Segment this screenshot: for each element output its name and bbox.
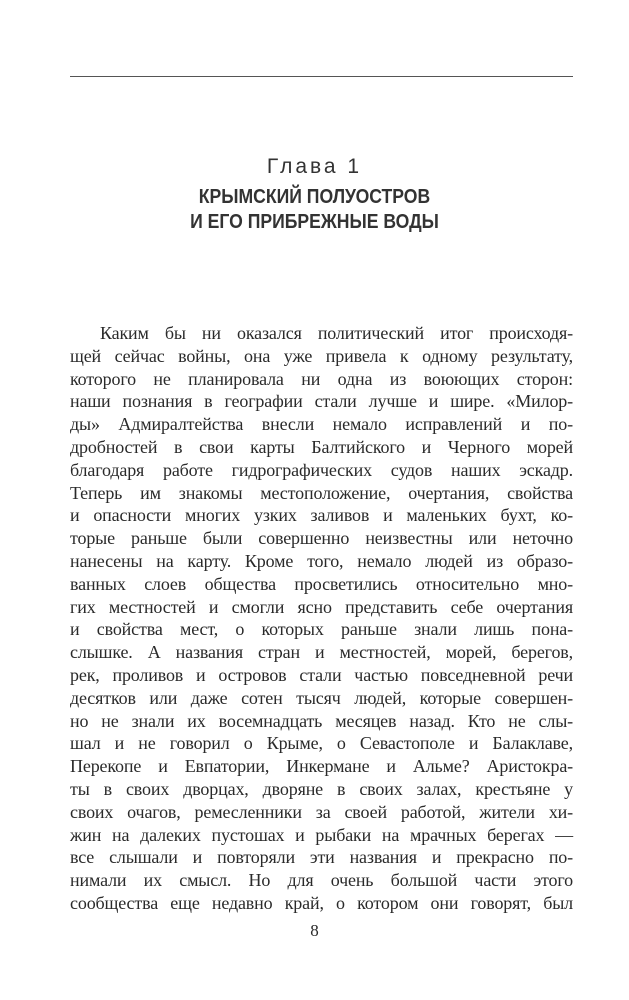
- text-line: [70, 596, 573, 619]
- text-line-content: нанесены на карту. Кроме того, немало людей из образо-: [70, 550, 573, 571]
- text-line: [70, 846, 573, 869]
- text-line-content: своих очагов, ремесленники за своей работой, жители хи-: [70, 801, 573, 822]
- text-line-content: шал и не говорил о Крыме, о Севастополе и Балаклаве,: [70, 733, 573, 754]
- text-line: [70, 482, 573, 505]
- text-line-content: которого не планировала ни одна из воюющих сторон:: [70, 368, 573, 389]
- text-line: [70, 710, 573, 733]
- text-line: [70, 869, 573, 892]
- text-line-content: но не знали их восемнадцать месяцев назад. Кто не слы-: [70, 710, 573, 731]
- text-line: [70, 436, 573, 459]
- text-line: [70, 504, 573, 527]
- chapter-title-line-2: И ЕГО ПРИБРЕЖНЫЕ ВОДЫ: [190, 211, 439, 233]
- chapter-label: Глава 1: [266, 155, 363, 178]
- page-number: 8: [310, 921, 319, 940]
- text-line: [70, 824, 573, 847]
- text-line: [70, 527, 573, 550]
- text-line-content: рек, проливов и островов стали частью повседневной речи: [70, 664, 573, 685]
- body-text: [70, 322, 573, 915]
- text-line-content: Перекопе и Евпатории, Инкермане и Альме? Аристокра-: [70, 756, 573, 777]
- text-line-content: наши познания в географии стали лучше и шире. «Милор-: [70, 391, 573, 412]
- text-line-content: нимали их смысл. Но для очень большой части этого: [70, 870, 573, 891]
- text-line: [70, 618, 573, 641]
- text-line: [70, 778, 573, 801]
- text-line: [70, 755, 573, 778]
- text-line-content: все слышали и повторяли эти названия и прекрасно по-: [70, 847, 573, 868]
- text-line-content: и свойства мест, о которых раньше знали лишь пона-: [70, 619, 573, 640]
- text-line-content: жин на далеких пустошах и рыбаки на мрачных берегах —: [70, 824, 573, 845]
- text-line-content: ты в своих дворцах, дворяне в своих залах, крестьяне у: [70, 778, 573, 799]
- text-line-content: Теперь им знакомы местоположение, очертания, свойства: [70, 482, 573, 503]
- text-line-content: благодаря работе гидрографических судов наших эскадр.: [70, 459, 573, 480]
- text-line: [70, 322, 573, 345]
- text-line: [70, 573, 573, 596]
- text-line-content: щей сейчас войны, она уже привела к одному результату,: [70, 345, 573, 366]
- text-line-content: Каким бы ни оказался политический итог происходя-: [100, 323, 573, 343]
- text-line-content: гих местностей и смогли ясно представить себе очертания: [70, 596, 573, 617]
- text-line: [70, 801, 573, 824]
- text-line: [70, 550, 573, 573]
- text-line-content: слышке. А названия стран и местностей, морей, берегов,: [70, 642, 573, 663]
- text-line: [70, 732, 573, 755]
- text-line-content: ды» Адмиралтейства внесли немало исправлений и по-: [70, 414, 573, 435]
- text-line: [70, 459, 573, 482]
- text-line: [70, 892, 573, 915]
- chapter-title-line-1: КРЫМСКИЙ ПОЛУОСТРОВ: [198, 186, 431, 208]
- text-line: [70, 413, 573, 436]
- text-line-content: и опасности многих узких заливов и маленьких бухт, ко-: [70, 505, 573, 526]
- text-line: [70, 390, 573, 413]
- text-line: [70, 641, 573, 664]
- text-line-content: десятков или даже сотен тысяч людей, которые совершен-: [70, 687, 573, 708]
- header-rule: [70, 76, 573, 77]
- text-line-content: дробностей в свои карты Балтийского и Черного морей: [70, 436, 573, 457]
- text-line-content: ванных слоев общества просветились относительно мно-: [70, 573, 573, 594]
- text-line-content: торые раньше были совершенно неизвестны или неточно: [70, 528, 573, 549]
- text-line: [70, 687, 573, 710]
- text-line: [70, 664, 573, 687]
- text-line: [70, 345, 573, 368]
- text-line-content: сообщества еще недавно край, о котором они говорят, был: [70, 892, 573, 913]
- text-line: [70, 368, 573, 391]
